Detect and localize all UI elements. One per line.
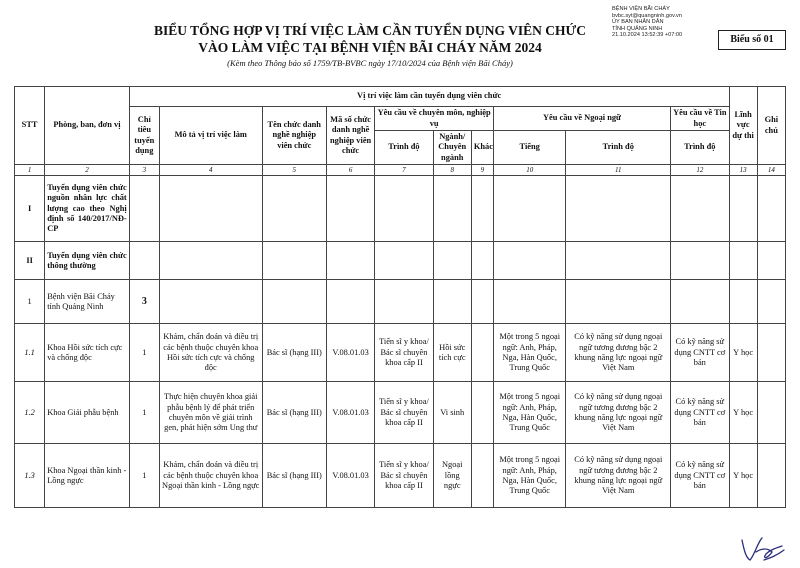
header-it-req: Yêu cầu về Tin học: [671, 107, 729, 131]
header-position-group: Vị trí việc làm cần tuyển dụng viên chức: [129, 87, 729, 107]
row-other: [471, 382, 493, 444]
header-quota: Chỉ tiêu tuyển dụng: [129, 107, 159, 165]
row-it-level: Có kỹ năng sử dụng CNTT cơ bản: [671, 324, 729, 382]
col-number: 8: [433, 165, 471, 176]
col-number: 14: [757, 165, 785, 176]
table-row: [15, 382, 786, 444]
col-number: 12: [671, 165, 729, 176]
col-number: 9: [471, 165, 493, 176]
row-field: Y học: [729, 444, 757, 508]
header-description: Mô tả vị trí việc làm: [159, 107, 262, 165]
row-note: [757, 444, 785, 508]
row-lang-level: Có kỹ năng sử dụng ngoại ngữ tương đương bậc 2 khung năng lực ngoại ngữ Việt Nam: [566, 444, 671, 508]
row-unit: Khoa Hồi sức tích cực và chống độc: [45, 324, 130, 382]
header-title-name: Tên chức danh nghề nghiệp viên chức: [262, 107, 326, 165]
row-field: Y học: [729, 382, 757, 444]
title-line-1: BIỂU TỔNG HỢP VỊ TRÍ VIỆC LÀM CẦN TUYỂN DỤNG VIÊN CHỨC: [154, 23, 586, 38]
row-it-level: Có kỹ năng sử dụng CNTT cơ bản: [671, 444, 729, 508]
row-title-name: Bác sĩ (hạng III): [262, 382, 326, 444]
col-number: 10: [493, 165, 565, 176]
header-lang-level: Trình độ: [566, 131, 671, 165]
row-quota: 1: [129, 382, 159, 444]
row-stt: 1.1: [15, 324, 45, 382]
section-stt: II: [15, 242, 45, 280]
section-row-1: [15, 176, 786, 242]
row-level: Tiến sĩ y khoa/ Bác sĩ chuyên khoa cấp II: [375, 382, 433, 444]
row-quota: 1: [129, 324, 159, 382]
header-language: Tiếng: [493, 131, 565, 165]
col-number: 2: [45, 165, 130, 176]
row-title-name: Bác sĩ (hạng III): [262, 444, 326, 508]
header-lang-req: Yêu cầu về Ngoại ngữ: [493, 107, 670, 131]
row-lang-level: Có kỹ năng sử dụng ngoại ngữ tương đương bậc 2 khung năng lực ngoại ngữ Việt Nam: [566, 324, 671, 382]
row-stt: 1.2: [15, 382, 45, 444]
header-level: Trình độ: [375, 131, 433, 165]
row-title-code: V.08.01.03: [326, 444, 374, 508]
row-other: [471, 324, 493, 382]
row-major: Hồi sức tích cực: [433, 324, 471, 382]
unit-name: Bệnh viện Bãi Cháy tỉnh Quảng Ninh: [45, 280, 130, 324]
row-note: [757, 382, 785, 444]
row-description: Khám, chẩn đoán và điều trị các bệnh thuộc chuyên khoa Hồi sức tích cực và chống độc: [159, 324, 262, 382]
col-number: 5: [262, 165, 326, 176]
document-title: [150, 22, 590, 56]
header-field: Lĩnh vực dự thi: [729, 87, 757, 165]
stamp-line-5: 21.10.2024 13:52:39 +07:00: [612, 32, 683, 39]
header-note: Ghi chú: [757, 87, 785, 165]
row-other: [471, 444, 493, 508]
recruitment-table: [14, 86, 786, 508]
section-title: Tuyển dụng viên chức nguồn nhân lực chất lượng cao theo Nghị định số 140/2017/NĐ-CP: [45, 176, 130, 242]
header-title-code: Mã số chức danh nghề nghiệp viên chức: [326, 107, 374, 165]
header-stt: STT: [15, 87, 45, 165]
row-lang-level: Có kỹ năng sử dụng ngoại ngữ tương đương bậc 2 khung năng lực ngoại ngữ Việt Nam: [566, 382, 671, 444]
row-unit: Khoa Giải phẫu bệnh: [45, 382, 130, 444]
col-number: 4: [159, 165, 262, 176]
row-it-level: Có kỹ năng sử dụng CNTT cơ bản: [671, 382, 729, 444]
section-stt: I: [15, 176, 45, 242]
stamp-line-3: ỦY BAN NHÂN DÂN: [612, 19, 664, 26]
row-note: [757, 324, 785, 382]
row-field: Y học: [729, 324, 757, 382]
header-it-level: Trình độ: [671, 131, 729, 165]
row-unit: Khoa Ngoại thần kinh - Lồng ngực: [45, 444, 130, 508]
row-title-code: V.08.01.03: [326, 382, 374, 444]
header-prof-req: Yêu cầu về chuyên môn, nghiệp vụ: [375, 107, 494, 131]
handwritten-signature: [738, 530, 786, 564]
row-major: Vi sinh: [433, 382, 471, 444]
unit-quota: 3: [129, 280, 159, 324]
unit-stt: 1: [15, 280, 45, 324]
stamp-line-4: TỈNH QUẢNG NINH: [612, 25, 663, 32]
col-number: 6: [326, 165, 374, 176]
col-number: 11: [566, 165, 671, 176]
row-language: Một trong 5 ngoại ngữ: Anh, Pháp, Nga, Hàn Quốc, Trung Quốc: [493, 382, 565, 444]
table-row: [15, 324, 786, 382]
header-major: Ngành/ Chuyên ngành: [433, 131, 471, 165]
row-title-name: Bác sĩ (hạng III): [262, 324, 326, 382]
title-line-2: VÀO LÀM VIỆC TẠI BỆNH VIỆN BÃI CHÁY NĂM 2024: [198, 40, 542, 55]
row-language: Một trong 5 ngoại ngữ: Anh, Pháp, Nga, Hàn Quốc, Trung Quốc: [493, 324, 565, 382]
row-title-code: V.08.01.03: [326, 324, 374, 382]
row-quota: 1: [129, 444, 159, 508]
row-description: Khám, chẩn đoán và điều trị các bệnh thuộc chuyên khoa Ngoại thần kinh - Lồng ngực: [159, 444, 262, 508]
row-level: Tiến sĩ y khoa/ Bác sĩ chuyên khoa cấp II: [375, 444, 433, 508]
section-title: Tuyển dụng viên chức thông thường: [45, 242, 130, 280]
row-description: Thực hiện chuyên khoa giải phẫu bệnh lý để phát triển chuyên môn về giải trình gen, phát hiện sớm Ung thư: [159, 382, 262, 444]
header-other: Khác: [471, 131, 493, 165]
section-row-2: [15, 242, 786, 280]
stamp-line-2: bvbc.syt@quangninh.gov.vn: [612, 12, 682, 19]
row-major: Ngoại lồng ngực: [433, 444, 471, 508]
col-number: 1: [15, 165, 45, 176]
document-subtitle: (Kèm theo Thông báo số 1759/TB-BVBC ngày 17/10/2024 của Bệnh viện Bãi Cháy): [227, 58, 513, 68]
table-row: [15, 444, 786, 508]
digital-signature-stamp: [612, 6, 682, 39]
col-number: 13: [729, 165, 757, 176]
unit-row: [15, 280, 786, 324]
row-language: Một trong 5 ngoại ngữ: Anh, Pháp, Nga, Hàn Quốc, Trung Quốc: [493, 444, 565, 508]
stamp-line-1: BỆNH VIỆN BÃI CHÁY: [612, 6, 670, 12]
header-unit: Phòng, ban, đơn vị: [45, 87, 130, 165]
row-stt: 1.3: [15, 444, 45, 508]
form-number-badge: Biểu số 01: [718, 30, 786, 50]
col-number: 3: [129, 165, 159, 176]
column-number-row: [15, 165, 786, 176]
col-number: 7: [375, 165, 433, 176]
row-level: Tiến sĩ y khoa/ Bác sĩ chuyên khoa cấp II: [375, 324, 433, 382]
